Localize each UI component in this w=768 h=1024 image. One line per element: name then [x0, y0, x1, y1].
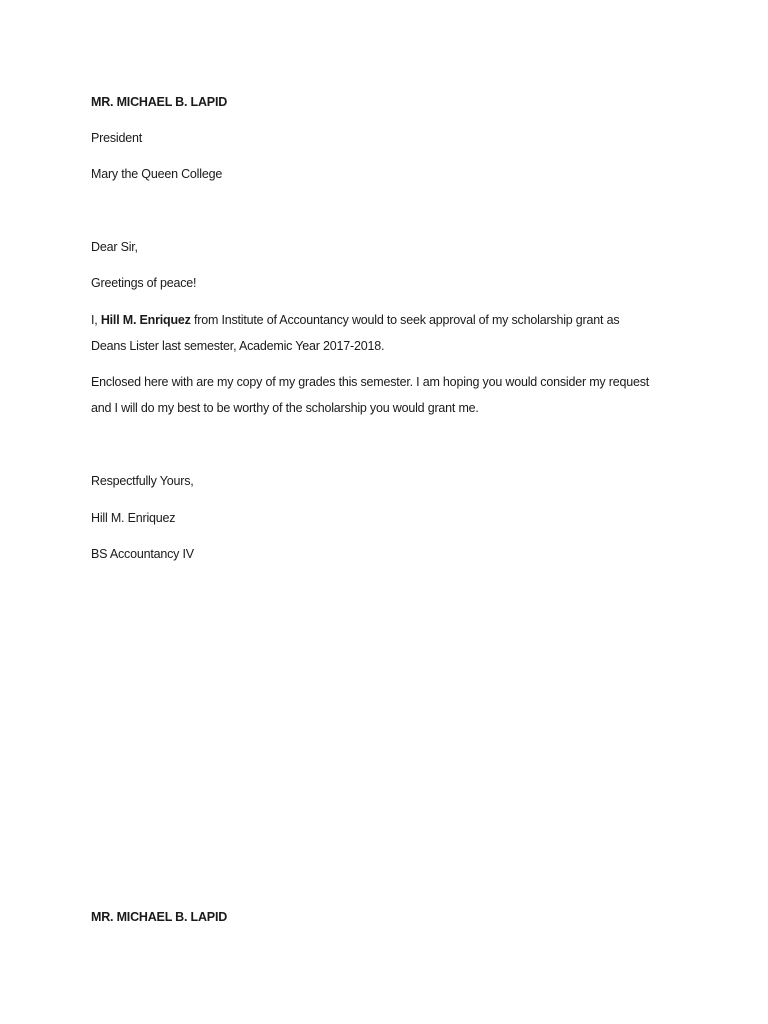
paragraph-2-line-2: and I will do my best to be worthy of the scholarship you would grant me.	[91, 401, 479, 415]
greeting: Greetings of peace!	[91, 276, 197, 290]
paragraph-1-line-1	[91, 307, 691, 333]
recipient-name: MR. MICHAEL B. LAPID	[91, 95, 228, 109]
paragraph-1-prefix: I,	[91, 313, 101, 327]
body-paragraph-2	[91, 369, 691, 421]
salutation: Dear Sir,	[91, 240, 138, 254]
paragraph-1-line-2: Deans Lister last semester, Academic Year 2017-2018.	[91, 339, 385, 353]
next-page-recipient-name: MR. MICHAEL B. LAPID	[91, 910, 228, 924]
paragraph-1-line-1-rest: from Institute of Accountancy would to seek approval of my scholarship grant as	[190, 313, 620, 327]
sender-name: Hill M. Enriquez	[91, 511, 176, 525]
body-paragraph-1	[91, 307, 691, 359]
recipient-title: President	[91, 131, 143, 145]
recipient-organization: Mary the Queen College	[91, 167, 223, 181]
sender-program: BS Accountancy IV	[91, 547, 194, 561]
sender-name-inline: Hill M. Enriquez	[100, 313, 191, 327]
paragraph-2-line-1: Enclosed here with are my copy of my grades this semester. I am hoping you would consider my request	[91, 375, 650, 389]
closing: Respectfully Yours,	[91, 474, 194, 488]
